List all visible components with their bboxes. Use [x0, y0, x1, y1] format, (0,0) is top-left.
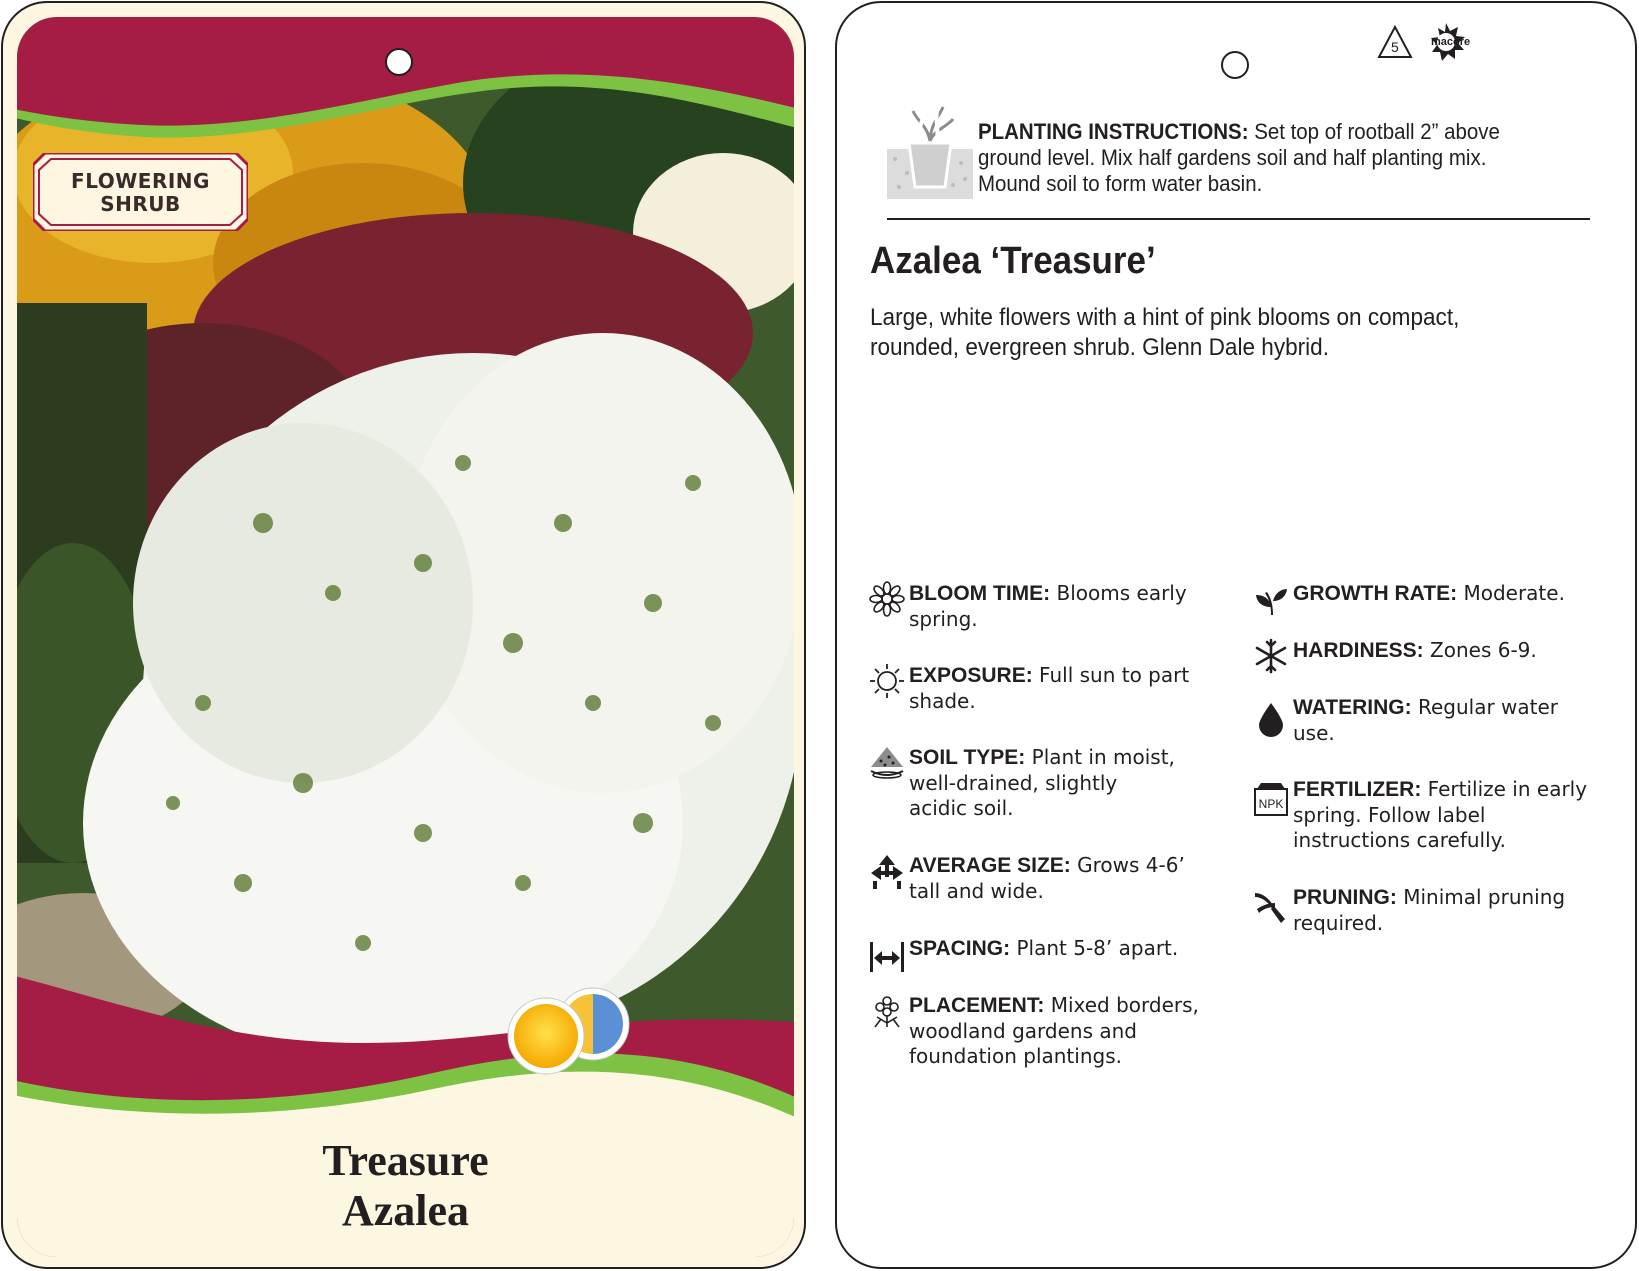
- placement-value: Mixed borders,: [1044, 993, 1199, 1017]
- exposure-value: Full sun to part: [1032, 663, 1190, 687]
- soil-type-label: SOIL TYPE:: [909, 746, 1026, 769]
- description-line-2: rounded, evergreen shrub. Glenn Dale hybrid.: [870, 334, 1329, 361]
- pruning-value: Minimal pruning: [1396, 885, 1566, 909]
- bloom-time-value-2: spring.: [909, 606, 978, 631]
- bloom-time-label: BLOOM TIME:: [909, 582, 1051, 605]
- category-line-1: FLOWERING: [71, 169, 210, 193]
- pruning-value-2: required.: [1293, 910, 1384, 935]
- placement-value-2: woodland gardens and: [909, 1018, 1137, 1043]
- soil-type-value-2: well-drained, slightly: [909, 770, 1118, 795]
- growth-rate-value: Moderate.: [1457, 581, 1565, 605]
- soil-type-value: Plant in moist,: [1025, 745, 1175, 769]
- size-arrows-icon: [869, 853, 905, 889]
- flower-icon: [869, 581, 905, 617]
- divider: [887, 218, 1590, 220]
- exposure-icons: [503, 986, 638, 1076]
- snowflake-icon: [1253, 638, 1289, 674]
- placement-value-3: foundation plantings.: [909, 1044, 1122, 1068]
- plant-tag-back: [835, 1, 1637, 1269]
- pruning-shears-icon: [1253, 889, 1289, 925]
- exposure-label: EXPOSURE:: [909, 664, 1033, 687]
- attribute-fertilizer: [1258, 777, 1588, 854]
- spacing-label: SPACING:: [909, 937, 1011, 960]
- description-line-1: Large, white flowers with a hint of pink blooms on compact,: [870, 304, 1460, 331]
- watering-value: Regular water: [1411, 695, 1559, 719]
- attribute-growth-rate: [1293, 581, 1565, 607]
- planting-label: PLANTING INSTRUCTIONS:: [978, 119, 1249, 144]
- planting-line-2: ground level. Mix half gardens soil and half planting mix.: [978, 145, 1487, 170]
- category-badge: [33, 153, 248, 231]
- hardiness-value: Zones 6-9.: [1423, 638, 1537, 662]
- plant-description: [870, 303, 1547, 363]
- sun-outline-icon: [869, 663, 905, 699]
- hardiness-label: HARDINESS:: [1293, 639, 1424, 662]
- hang-hole: [385, 48, 413, 76]
- fertilizer-label: FERTILIZER:: [1293, 778, 1422, 801]
- growth-rate-label: GROWTH RATE:: [1293, 582, 1458, 605]
- planting-line-3: Mound soil to form water basin.: [978, 171, 1263, 196]
- attribute-spacing: [909, 936, 1178, 962]
- planting-instructions: [978, 119, 1536, 197]
- attribute-soil-type: [909, 745, 1175, 822]
- watering-value-2: use.: [1293, 720, 1335, 745]
- soil-type-value-3: acidic soil.: [909, 796, 1014, 820]
- attribute-bloom-time: [909, 581, 1187, 632]
- spacing-value: Plant 5-8’ apart.: [1010, 936, 1179, 960]
- npk-text: NPK: [1258, 797, 1284, 811]
- recycle-number: 5: [1391, 39, 1399, 55]
- fertilizer-value-2: spring. Follow label: [1293, 802, 1486, 827]
- sun-icon: [508, 998, 584, 1074]
- attribute-pruning: [1293, 885, 1565, 936]
- water-drop-icon: [1253, 701, 1289, 737]
- attribute-watering: [1293, 695, 1558, 746]
- plant-tag-front: [1, 1, 806, 1269]
- fertilizer-value-3: instructions carefully.: [1293, 828, 1506, 852]
- macore-label: macore: [1431, 36, 1471, 48]
- fertilizer-value: Fertilize in early: [1421, 777, 1588, 801]
- attribute-hardiness: [1293, 638, 1537, 664]
- pruning-label: PRUNING:: [1293, 886, 1397, 909]
- bloom-time-value: Blooms early: [1050, 581, 1187, 605]
- average-size-label: AVERAGE SIZE:: [909, 854, 1071, 877]
- average-size-value-2: tall and wide.: [909, 878, 1044, 903]
- exposure-value-2: shade.: [909, 688, 976, 713]
- plant-title: Azalea ‘Treasure’: [870, 240, 1156, 282]
- growth-icon: [1253, 581, 1289, 617]
- placement-icon: [869, 993, 905, 1029]
- hang-hole: [1221, 51, 1249, 79]
- spacing-icon: [869, 938, 905, 974]
- placement-label: PLACEMENT:: [909, 994, 1045, 1017]
- planting-line-1: Set top of rootball 2” above: [1248, 119, 1500, 144]
- attribute-placement: [909, 993, 1199, 1070]
- watering-label: WATERING:: [1293, 696, 1412, 719]
- average-size-value: Grows 4-6’: [1070, 853, 1185, 877]
- recycle-logos: [1375, 21, 1479, 67]
- attribute-exposure: [909, 663, 1189, 714]
- soil-icon: [869, 745, 905, 781]
- planting-pot-icon: [887, 103, 973, 199]
- common-name-line-1: Treasure: [322, 1136, 489, 1185]
- category-line-2: SHRUB: [100, 192, 181, 216]
- common-name: [3, 1136, 806, 1236]
- common-name-line-2: Azalea: [341, 1186, 470, 1235]
- fertilizer-icon: [1253, 781, 1289, 817]
- attribute-average-size: [909, 853, 1185, 904]
